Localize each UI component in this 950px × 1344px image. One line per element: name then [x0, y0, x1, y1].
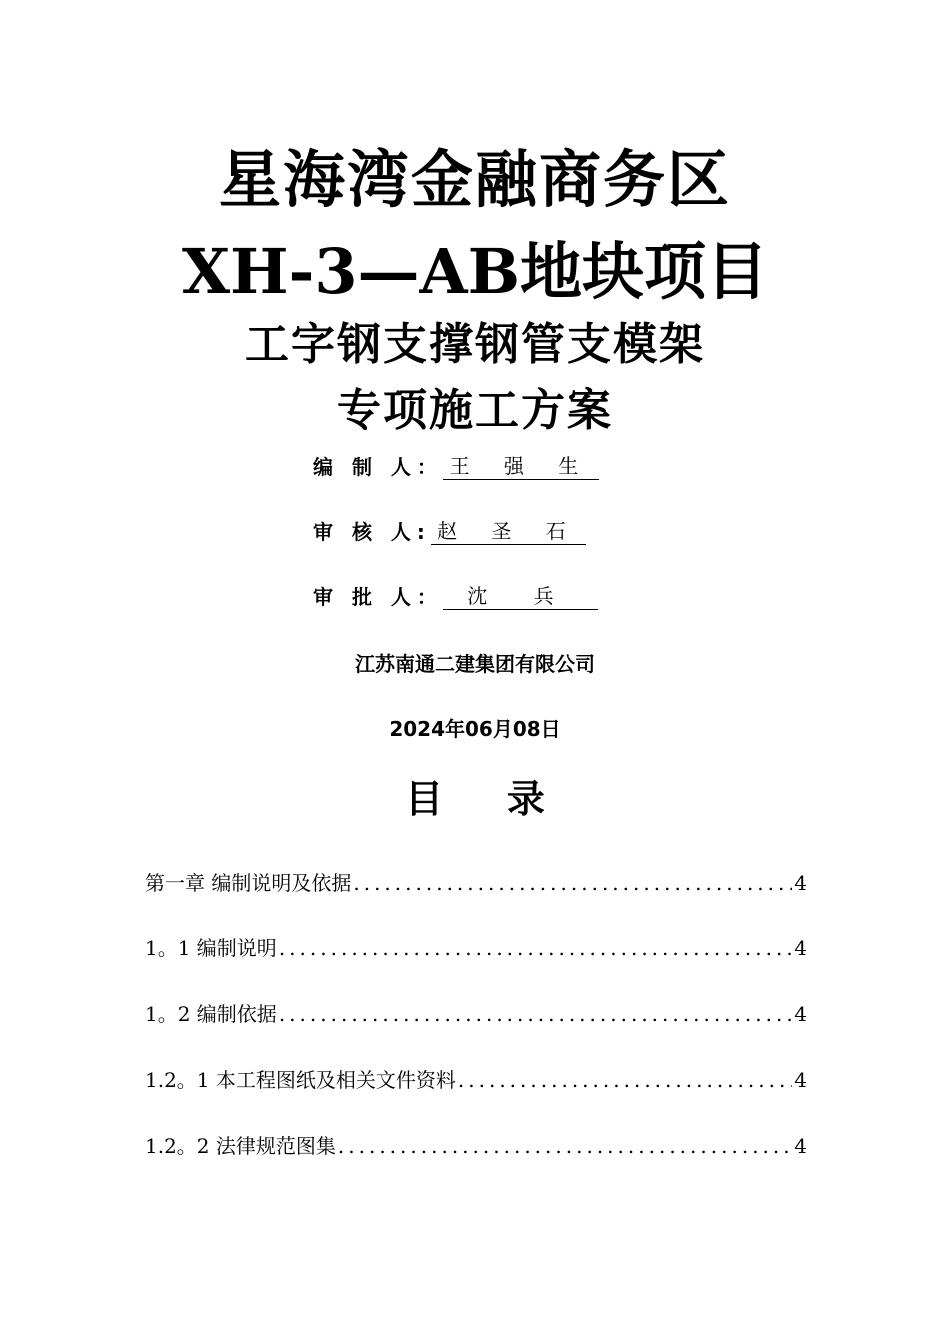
toc-leader-dots [353, 871, 792, 895]
signature-compiler [313, 450, 599, 480]
toc-entry-page: 4 [794, 1068, 807, 1092]
toc-leader-dots [279, 1002, 792, 1026]
toc-leader-dots [279, 936, 792, 960]
toc-heading [0, 768, 950, 823]
toc-leader-dots [338, 1134, 792, 1158]
company-name: 江苏南通二建集团有限公司 [355, 652, 595, 676]
cover-title-line-3: 工字钢支撑钢管支模架 [245, 319, 705, 370]
signature-label: 编 制 人： [313, 455, 443, 479]
cover-title-line-2: XH-3—AB地块项目 [181, 235, 769, 308]
cover-title-line-1: 星海湾金融商务区 [218, 143, 731, 216]
signature-label: 审 批 人： [313, 585, 443, 609]
signature-approver [313, 580, 598, 610]
toc-entry[interactable] [145, 867, 807, 895]
toc-entry-page: 4 [794, 871, 807, 895]
toc-entry-page: 4 [794, 936, 807, 960]
toc-entry-text: 第一章 编制说明及依据 [145, 871, 352, 895]
signature-reviewer [313, 515, 586, 545]
toc-entry-text: 1.2。1 本工程图纸及相关文件资料 [145, 1068, 456, 1092]
signature-value: 赵 圣 石 [431, 518, 586, 545]
cover-title-line-4: 专项施工方案 [337, 385, 613, 436]
toc-entry[interactable] [145, 1064, 807, 1092]
toc-entry-text: 1。2 编制依据 [145, 1002, 277, 1026]
toc-entry[interactable] [145, 932, 807, 960]
toc-entry-text: 1。1 编制说明 [145, 936, 277, 960]
signature-value: 沈 兵 [443, 583, 598, 610]
toc-leader-dots [458, 1068, 792, 1092]
toc-entry[interactable] [145, 998, 807, 1026]
document-date: 2024年06月08日 [389, 717, 561, 741]
toc-heading-char: 目 [405, 776, 444, 821]
signature-value: 王 强 生 [443, 453, 599, 480]
toc-heading-char: 录 [506, 776, 545, 821]
toc-entry-page: 4 [794, 1002, 807, 1026]
toc-entry-page: 4 [794, 1134, 807, 1158]
toc-entry[interactable] [145, 1130, 807, 1158]
signature-label: 审 核 人: [313, 520, 431, 544]
toc-entry-text: 1.2。2 法律规范图集 [145, 1134, 336, 1158]
